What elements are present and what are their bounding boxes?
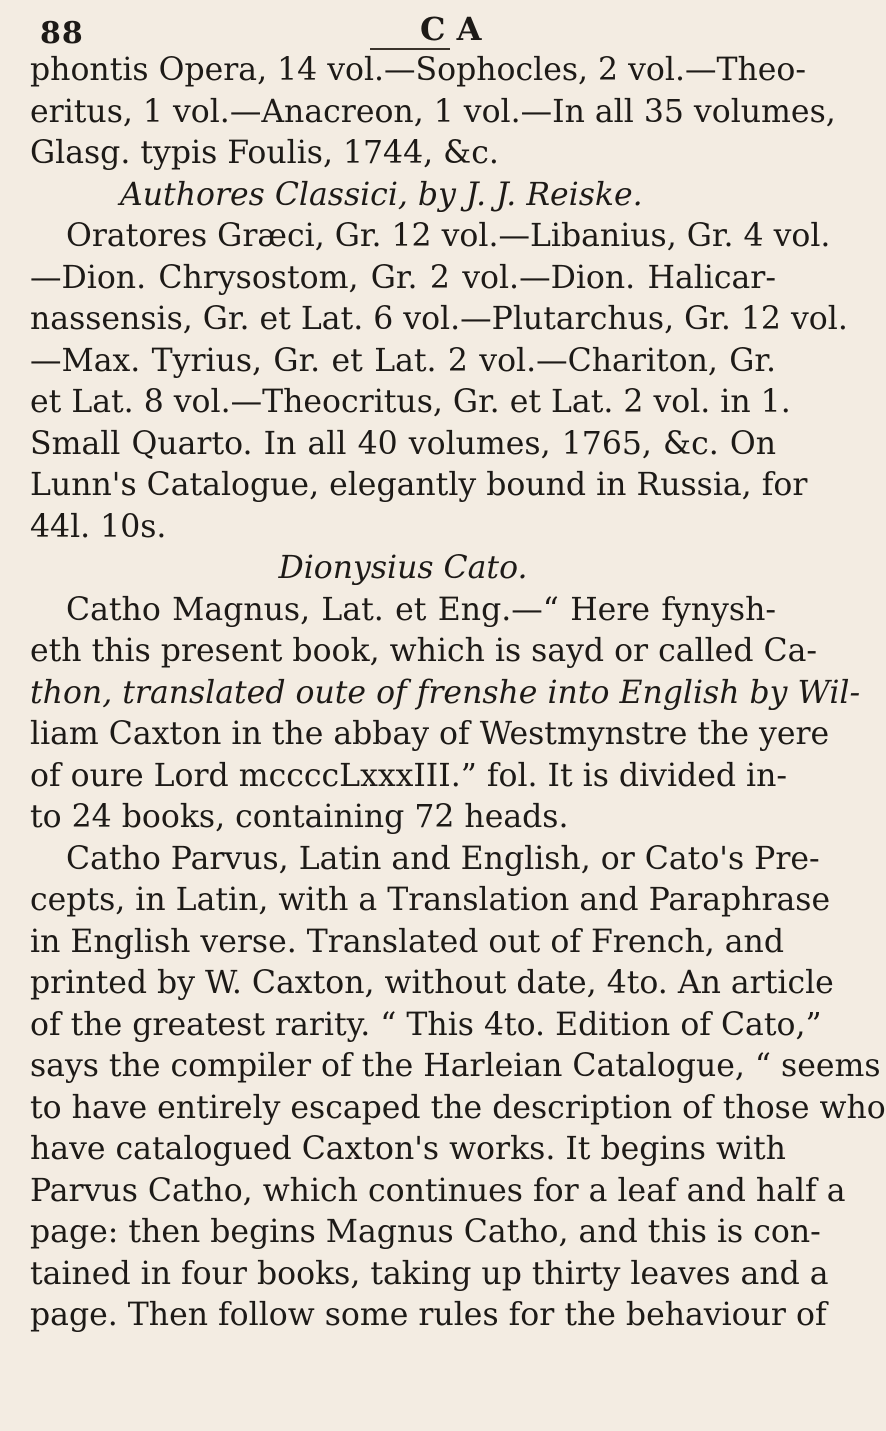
text-line: eth this present book, which is sayd or called Ca- [30, 633, 818, 669]
section-heading: Dionysius Cato. [278, 550, 528, 586]
text-line: eritus, 1 vol.—Anacreon, 1 vol.—In all 35 volumes, [30, 93, 836, 130]
text-line: Small Quarto. In all 40 volumes, 1765, &c. On [30, 425, 776, 462]
text-line: to have entirely escaped the description of those who [30, 1089, 886, 1126]
text-line: thon, translated oute of frenshe into English by Wil- [30, 674, 861, 711]
text-line: tained in four books, taking up thirty leaves and a [30, 1255, 829, 1292]
text-line: printed by W. Caxton, without date, 4to. An article [30, 965, 834, 1001]
text-line: cepts, in Latin, with a Translation and Paraphrase [30, 882, 831, 918]
text-line: phontis Opera, 14 vol.—Sophocles, 2 vol.—Theo- [30, 52, 807, 88]
text-line: Catho Magnus, Lat. et Eng.—“ Here fynysh- [66, 591, 776, 628]
text-line: page: then begins Magnus Catho, and this is con- [30, 1214, 821, 1250]
page-header [30, 6, 770, 52]
text-line: have catalogued Caxton's works. It begins with [30, 1131, 786, 1167]
page-body [30, 50, 886, 1337]
signature-mark: C A [420, 10, 482, 48]
text-line: et Lat. 8 vol.—Theocritus, Gr. et Lat. 2 vol. in 1. [30, 384, 791, 420]
text-line: says the compiler of the Harleian Catalogue, “ seems [30, 1048, 881, 1084]
text-line: to 24 books, containing 72 heads. [30, 799, 569, 835]
text-line: nassensis, Gr. et Lat. 6 vol.—Plutarchus, Gr. 12 vol. [30, 301, 848, 337]
text-line: liam Caxton in the abbay of Westmynstre the yere [30, 716, 830, 752]
page-number: 88 [40, 16, 84, 51]
text-line: Glasg. typis Foulis, 1744, &c. [30, 135, 499, 171]
section-heading: Authores Classici, by J. J. Reiske. [120, 176, 643, 213]
text-line: Catho Parvus, Latin and English, or Cato's Pre- [66, 840, 820, 877]
text-line: Parvus Catho, which continues for a leaf and half a [30, 1172, 846, 1209]
text-line: in English verse. Translated out of French, and [30, 923, 784, 960]
text-line: —Dion. Chrysostom, Gr. 2 vol.—Dion. Halicar- [30, 259, 776, 296]
text-line: page. Then follow some rules for the behaviour of [30, 1297, 827, 1333]
text-line: of the greatest rarity. “ This 4to. Edition of Cato,” [30, 1006, 822, 1043]
text-line: Lunn's Catalogue, elegantly bound in Russia, for [30, 467, 808, 503]
text-line: —Max. Tyrius, Gr. et Lat. 2 vol.—Chariton, Gr. [30, 342, 776, 379]
text-line: Oratores Græci, Gr. 12 vol.—Libanius, Gr. 4 vol. [66, 218, 831, 254]
text-line: 44l. 10s. [30, 508, 167, 545]
text-line: of oure Lord mccccLxxxIII.” fol. It is divided in- [30, 757, 788, 794]
